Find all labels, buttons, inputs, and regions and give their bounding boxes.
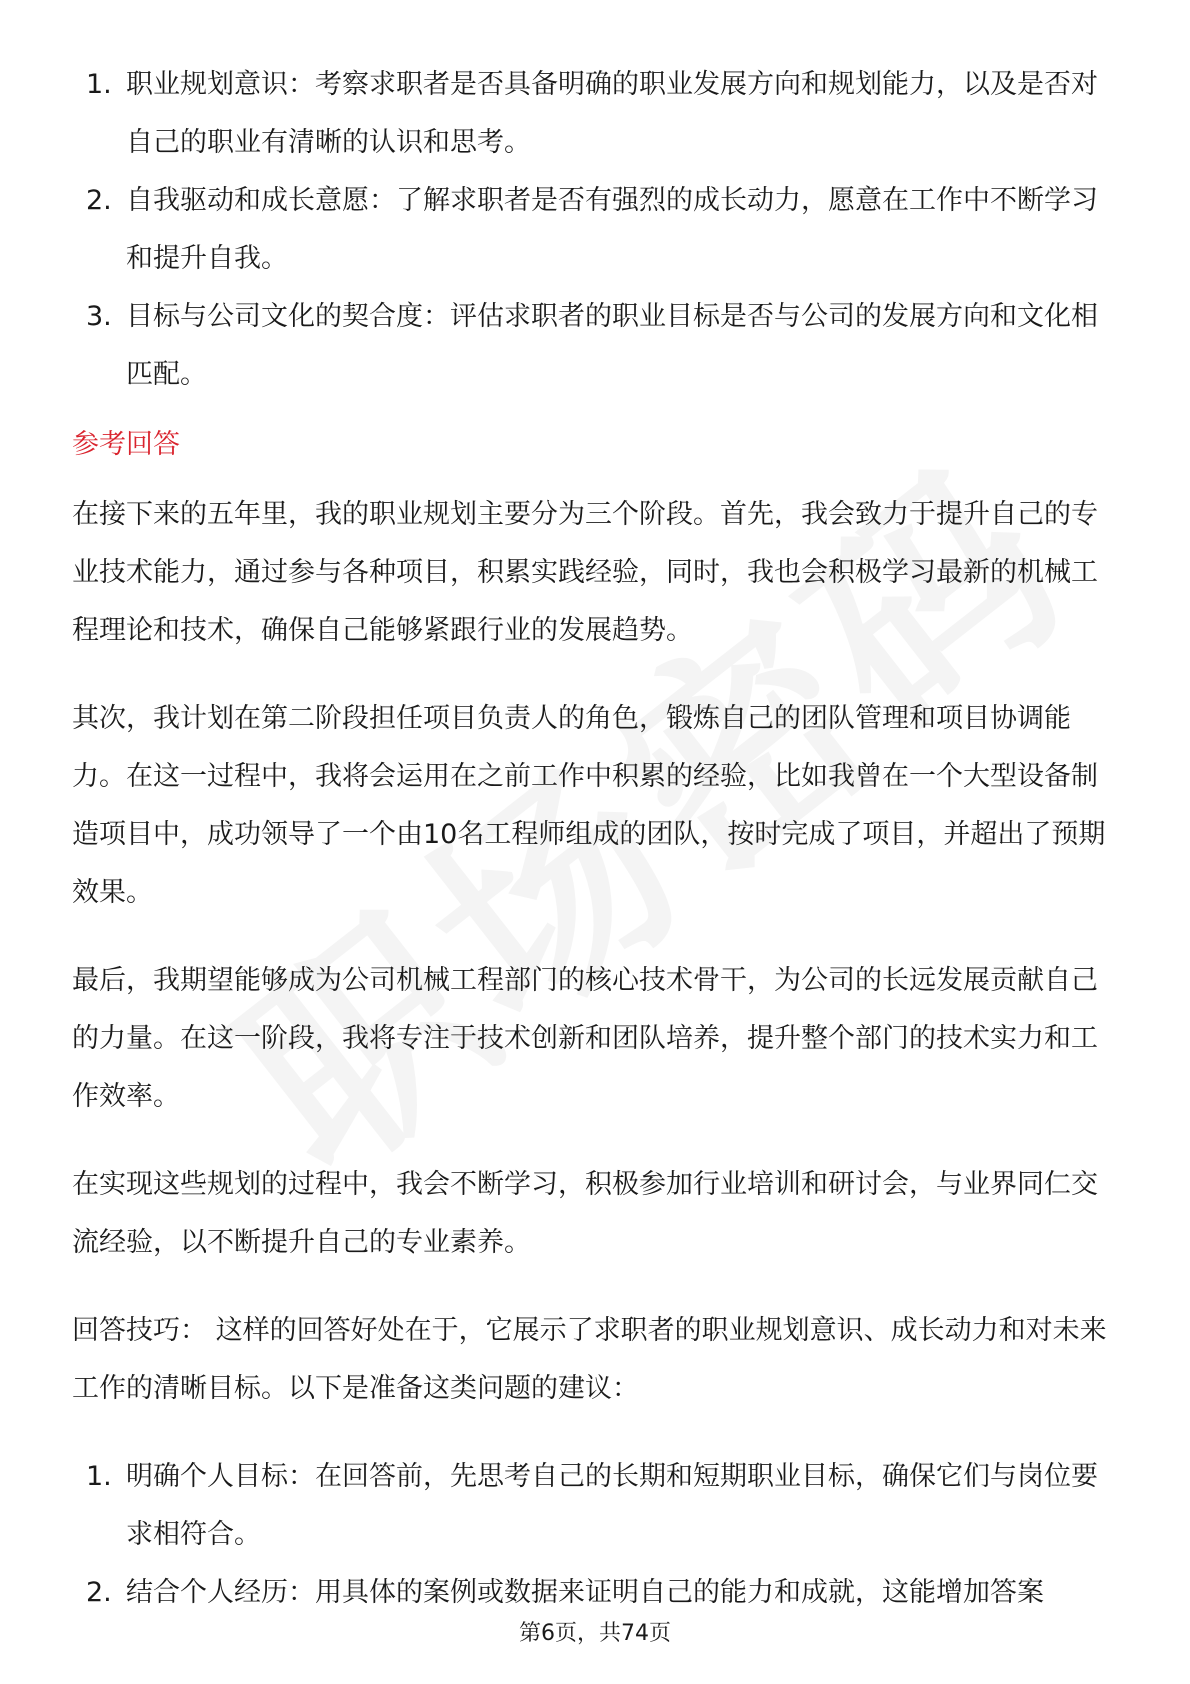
list-number: 1.: [86, 1461, 112, 1492]
document-page: [72, 56, 1122, 1622]
paragraph-answer-tips: 回答技巧： 这样的回答好处在于，它展示了求职者的职业规划意识、成长动力和对未来工作的清晰目标。以下是准备这类问题的建议：: [72, 1315, 1107, 1404]
list-text: 自我驱动和成长意愿：了解求职者是否有强烈的成长动力，愿意在工作中不断学习和提升自我。: [126, 185, 1098, 274]
paragraph: 最后，我期望能够成为公司机械工程部门的核心技术骨干，为公司的长远发展贡献自己的力量。在这一阶段，我将专注于技术创新和团队培养，提升整个部门的技术实力和工作效率。: [72, 965, 1098, 1112]
evaluation-points-list: [72, 56, 1122, 404]
list-item: [72, 56, 1122, 172]
list-text: 职业规划意识：考察求职者是否具备明确的职业发展方向和规划能力，以及是否对自己的职业有清晰的认识和思考。: [126, 69, 1098, 158]
page-footer: 第6页，共74页: [519, 1621, 671, 1646]
list-number: 2.: [86, 1577, 112, 1608]
paragraph: 在接下来的五年里，我的职业规划主要分为三个阶段。首先，我会致力于提升自己的专业技术能力，通过参与各种项目，积累实践经验，同时，我也会积极学习最新的机械工程理论和技术，确保自己能够紧跟行业的发展趋势。: [72, 499, 1098, 646]
section-title-reference-answer: 参考回答: [72, 429, 180, 460]
list-text: 目标与公司文化的契合度：评估求职者的职业目标是否与公司的发展方向和文化相匹配。: [126, 301, 1098, 390]
list-number: 3.: [86, 301, 112, 332]
tips-list: [72, 1448, 1122, 1622]
list-number: 1.: [86, 69, 112, 100]
list-text: 结合个人经历：用具体的案例或数据来证明自己的能力和成就，这能增加答案: [126, 1577, 1044, 1608]
list-number: 2.: [86, 185, 112, 216]
list-text: 明确个人目标：在回答前，先思考自己的长期和短期职业目标，确保它们与岗位要求相符合。: [126, 1461, 1098, 1550]
list-item: [72, 288, 1122, 404]
list-item: [72, 1564, 1122, 1622]
paragraph: 在实现这些规划的过程中，我会不断学习，积极参加行业培训和研讨会，与业界同仁交流经验，以不断提升自己的专业素养。: [72, 1169, 1098, 1258]
list-item: [72, 172, 1122, 288]
paragraph: 其次，我计划在第二阶段担任项目负责人的角色，锻炼自己的团队管理和项目协调能力。在这一过程中，我将会运用在之前工作中积累的经验，比如我曾在一个大型设备制造项目中，成功领导了一个由10名工程师组成的团队，按时完成了项目，并超出了预期效果。: [72, 703, 1106, 908]
list-item: [72, 1448, 1122, 1564]
